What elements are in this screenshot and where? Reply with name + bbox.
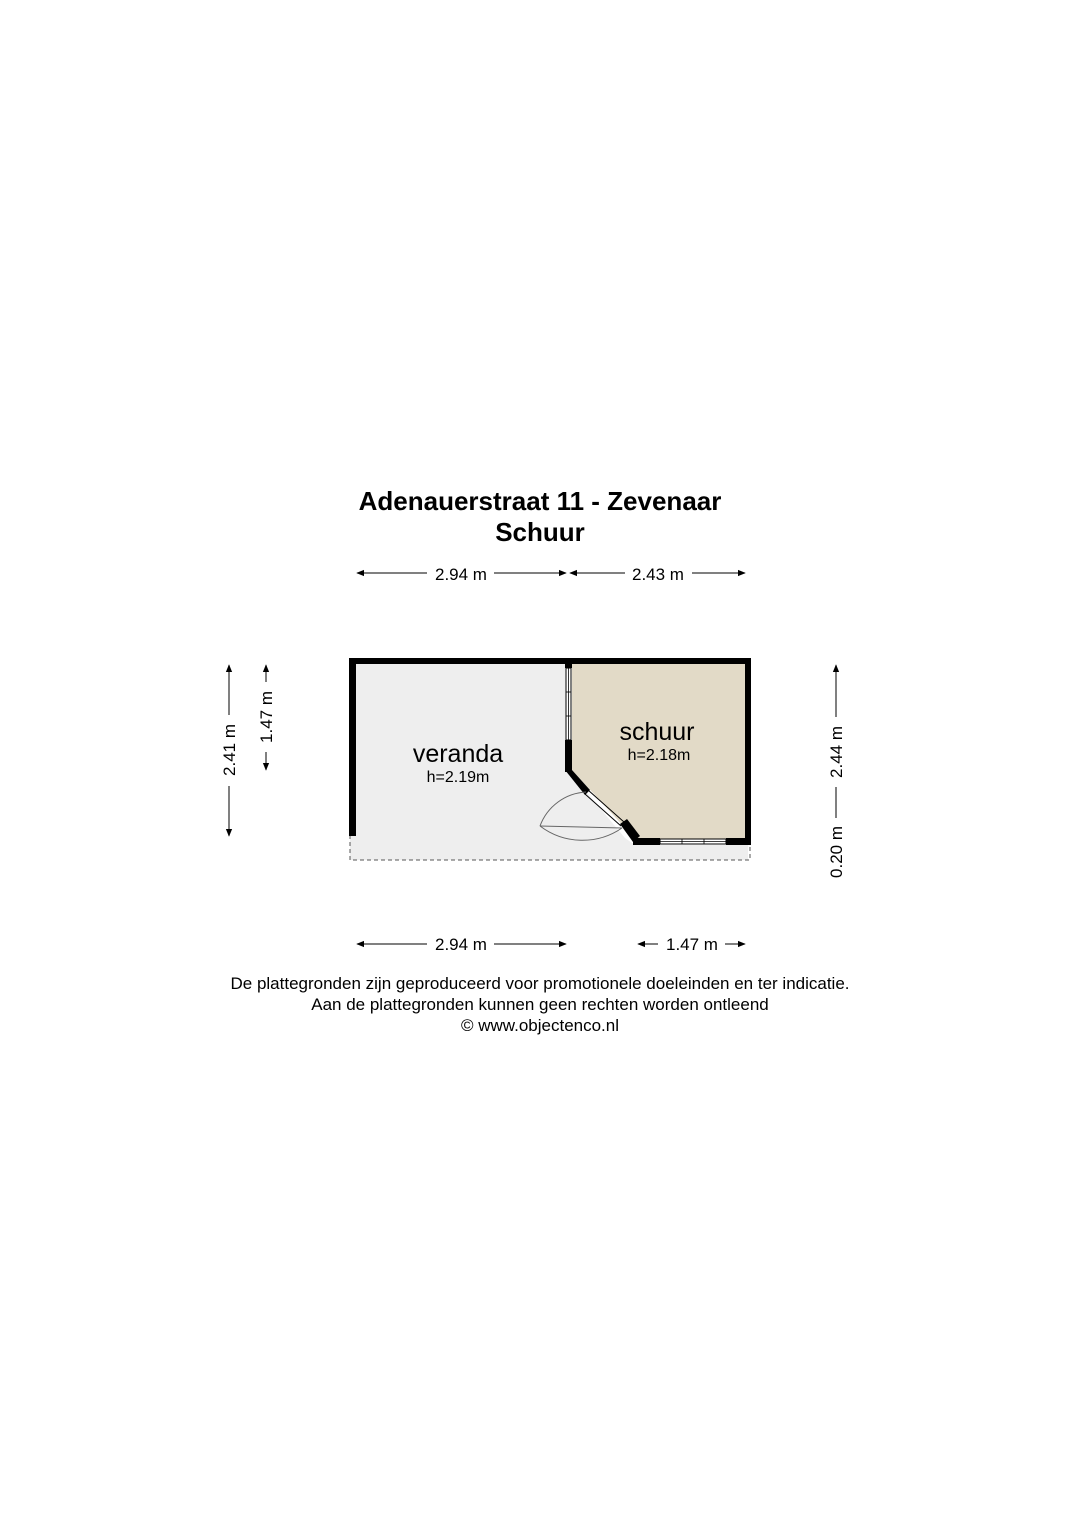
room-label-veranda: veranda xyxy=(412,740,504,768)
room-label-schuur: schuur xyxy=(619,718,695,746)
disclaimer-line-2: Aan de plattegronden kunnen geen rechten worden ontleend xyxy=(311,995,769,1014)
window-interior xyxy=(566,668,571,740)
dim-top-right: 2.43 m xyxy=(632,565,684,584)
window-bottom xyxy=(660,839,726,844)
room-height-schuur: h=2.18m xyxy=(627,747,691,764)
dim-left-outer: 2.41 m xyxy=(220,724,239,776)
plan-address-title: Adenauerstraat 11 - Zevenaar xyxy=(358,486,722,516)
room-height-veranda: h=2.19m xyxy=(426,769,490,786)
dim-bottom-left: 2.94 m xyxy=(435,935,487,954)
copyright-line: © www.objectenco.nl xyxy=(460,1016,620,1035)
dim-right-small: 0.20 m xyxy=(827,826,846,878)
dim-left-inner: 1.47 m xyxy=(257,691,276,743)
dim-top-left: 2.94 m xyxy=(435,565,487,584)
plan-floor-title: Schuur xyxy=(495,517,585,547)
dim-right-main: 2.44 m xyxy=(827,726,846,778)
disclaimer-line-1: De plattegronden zijn geproduceerd voor promotionele doeleinden en ter indicatie. xyxy=(230,974,850,993)
dim-bottom-right: 1.47 m xyxy=(666,935,718,954)
